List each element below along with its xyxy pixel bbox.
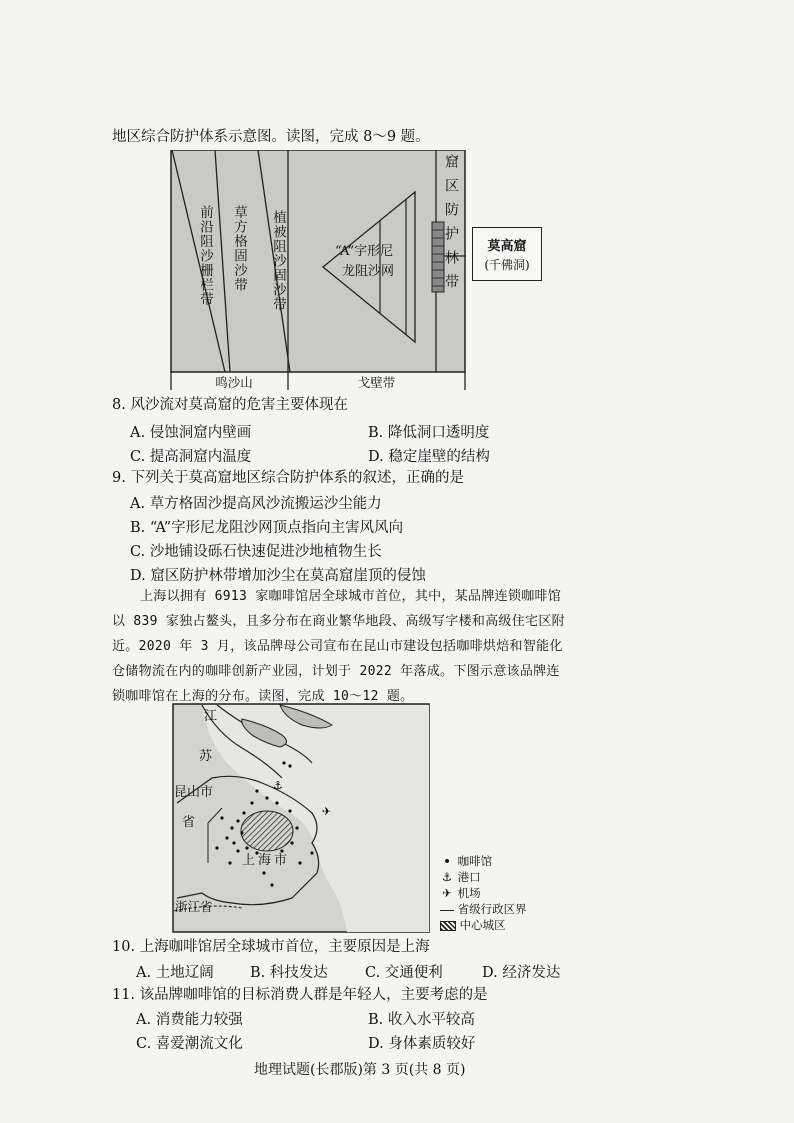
q11-option-d[interactable]: D. 身体素质较好 <box>368 1036 476 1052</box>
coffee-dot <box>236 849 239 852</box>
legend-coffee <box>440 853 492 869</box>
label-gobi-belt: 戈壁带 <box>357 375 396 390</box>
map-label-zhejiang: 浙江省 <box>175 899 213 914</box>
legend-central-urban <box>440 917 506 933</box>
map-label-su: 苏 <box>199 749 213 764</box>
map-label-sheng: 省 <box>182 815 196 830</box>
coffee-dot <box>310 851 313 854</box>
coffee-dot <box>215 846 218 849</box>
q8-stem: 8. 风沙流对莫高窟的危害主要体现在 <box>112 397 348 413</box>
coffee-dot <box>230 826 233 829</box>
passage-line-2: 以 839 家独占鳌头，且多分布在商业繁华地段、高级写字楼和高级住宅区附 <box>112 614 565 629</box>
q9-option-b[interactable]: B. “A”字形尼龙阻沙网顶点指向主害风风向 <box>130 520 404 536</box>
hatch-legend-icon <box>440 921 456 931</box>
mogao-grottoes-box <box>472 227 542 281</box>
coffee-dot <box>225 836 228 839</box>
label-mingsha-mountain: 鸣沙山 <box>215 375 253 390</box>
q9-option-a[interactable]: A. 草方格固沙提高风沙流搬运沙尘能力 <box>130 496 382 512</box>
legend-airport-label: 机场 <box>457 886 481 900</box>
port-icon: ⚓ <box>273 779 283 792</box>
map-label-shanghai: 上海市 <box>242 853 291 868</box>
shanghai-coffee-map <box>172 703 430 933</box>
legend-port-label: 港口 <box>457 870 481 884</box>
q11-option-a[interactable]: A. 消费能力较强 <box>136 1012 243 1028</box>
legend-airport <box>440 885 481 901</box>
legend-boundary-label: 省级行政区界 <box>457 902 527 916</box>
forest-belt-label: 窟区防护林带 <box>443 154 459 298</box>
protection-system-diagram <box>170 150 466 390</box>
coffee-dot <box>288 809 291 812</box>
coffee-dot <box>228 861 231 864</box>
q9-option-c[interactable]: C. 沙地铺设砾石快速促进沙地植物生长 <box>130 544 382 560</box>
coffee-dot <box>298 861 301 864</box>
coffee-dot <box>265 796 268 799</box>
coffee-dot <box>236 819 239 822</box>
legend-port <box>440 869 481 885</box>
q8-option-d[interactable]: D. 稳定崖壁的结构 <box>368 449 490 465</box>
strip-label-vegetation: 植被阻沙固沙带 <box>270 210 286 312</box>
q9-stem: 9. 下列关于莫高窟地区综合防护体系的叙述，正确的是 <box>112 470 464 486</box>
q11-option-c[interactable]: C. 喜爱潮流文化 <box>136 1036 243 1052</box>
coffee-dot <box>250 801 253 804</box>
q9-option-d[interactable]: D. 窟区防护林带增加沙尘在莫高窟崖顶的侵蚀 <box>130 568 426 584</box>
coffee-dot <box>255 789 258 792</box>
coffee-dot <box>242 811 245 814</box>
q11-stem: 11. 该品牌咖啡馆的目标消费人群是年轻人，主要考虑的是 <box>112 987 488 1003</box>
a-net-label-2: 龙阻沙网 <box>342 264 395 279</box>
boundary-legend-icon <box>440 910 454 911</box>
strip-label-straw-grid: 草方格固沙带 <box>231 205 247 292</box>
coffee-dot <box>290 841 293 844</box>
mogao-box-subtitle: (千佛洞) <box>484 258 530 272</box>
q10-option-b[interactable]: B. 科技发达 <box>250 965 328 981</box>
q8-option-c[interactable]: C. 提高洞窟内温度 <box>130 449 252 465</box>
coffee-dot <box>288 764 291 767</box>
coffee-dot <box>295 826 298 829</box>
airport-legend-icon: ✈ <box>442 886 452 900</box>
port-legend-icon: ⚓ <box>441 870 453 884</box>
legend-central-urban-label: 中心城区 <box>459 918 506 932</box>
coffee-dot <box>270 883 273 886</box>
legend-boundary <box>440 901 527 917</box>
coffee-dot <box>275 801 278 804</box>
q10-option-d[interactable]: D. 经济发达 <box>482 965 561 981</box>
q11-option-b[interactable]: B. 收入水平较高 <box>368 1012 475 1028</box>
coffee-dot <box>232 841 235 844</box>
q10-option-c[interactable]: C. 交通便利 <box>365 965 443 981</box>
q8-option-a[interactable]: A. 侵蚀洞窟内壁画 <box>130 425 252 441</box>
coffee-dot <box>220 816 223 819</box>
legend-coffee-label: 咖啡馆 <box>457 854 493 868</box>
map-label-jiang: 江 <box>204 709 218 724</box>
q10-stem: 10. 上海咖啡馆居全球城市首位，主要原因是上海 <box>112 939 430 955</box>
passage-line-1: 上海以拥有 6913 家咖啡馆居全球城市首位，其中，某品牌连锁咖啡馆 <box>140 589 562 604</box>
map-label-kunshan: 昆山市 <box>174 785 214 800</box>
central-urban-area <box>241 811 293 851</box>
passage-line-4: 仓储物流在内的咖啡创新产业园，计划于 2022 年落成。下图示意该品牌连 <box>112 664 560 679</box>
strip-label-fence: 前沿阻沙栅栏带 <box>197 205 213 307</box>
airport-icon: ✈ <box>322 805 332 818</box>
passage-line-5: 锁咖啡馆在上海的分布。读图，完成 10～12 题。 <box>112 689 414 704</box>
intro-line: 地区综合防护体系示意图。读图，完成 8～9 题。 <box>112 129 430 145</box>
passage-line-3: 近。2020 年 3 月，该品牌母公司宣布在昆山市建设包括咖啡烘焙和智能化 <box>112 639 563 654</box>
mogao-box-title: 莫高窟 <box>487 239 527 254</box>
coffee-dot <box>240 831 243 834</box>
diagram-frame <box>171 150 465 372</box>
coffee-dot-icon: • <box>443 854 451 868</box>
a-net-label-1: “A”字形尼 <box>335 244 394 259</box>
coffee-dot <box>262 871 265 874</box>
coffee-dot <box>282 761 285 764</box>
q10-option-a[interactable]: A. 土地辽阔 <box>136 965 214 981</box>
q8-option-b[interactable]: B. 降低洞口透明度 <box>368 425 490 441</box>
page-footer: 地理试题(长郡版)第 3 页(共 8 页) <box>254 1062 466 1078</box>
